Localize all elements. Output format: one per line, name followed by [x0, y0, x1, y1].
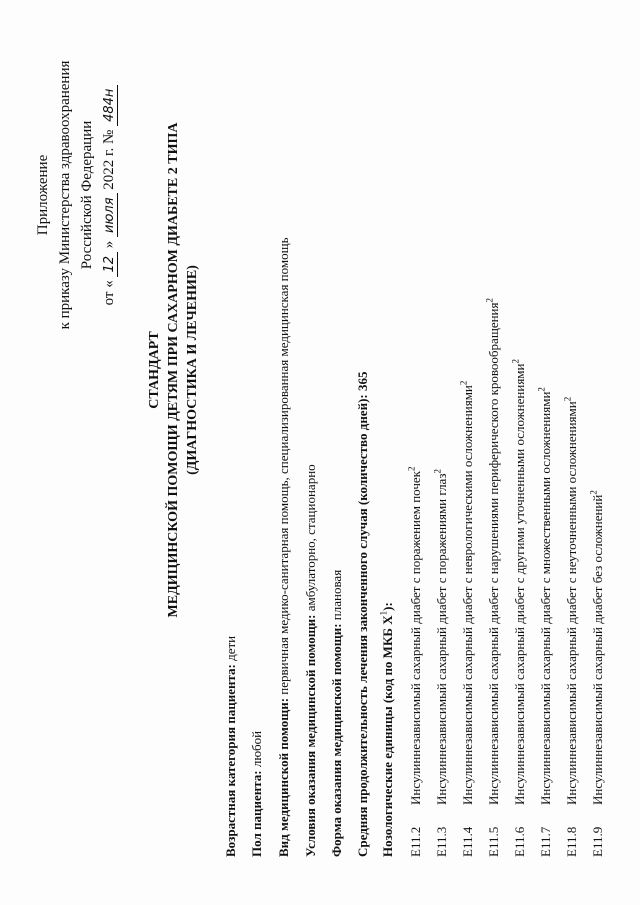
- footnote-mark: 2: [588, 490, 599, 495]
- description-text: Инсулиннезависимый сахарный диабет с неуточненными осложнениями: [564, 401, 579, 805]
- footnote-mark: 2: [484, 298, 495, 303]
- field-value: плановая: [329, 569, 344, 621]
- icd-description: [589, 490, 607, 805]
- icd-code: E11.9: [590, 826, 605, 857]
- description-text: Инсулиннезависимый сахарный диабет с другими уточненными осложнениями: [512, 363, 527, 805]
- icd-code: E11.3: [434, 826, 449, 857]
- icd-description: [511, 359, 529, 805]
- title-line-2: МЕДИЦИНСКОЙ ПОМОЩИ ДЕТЯМ ПРИ САХАРНОМ ДИАБЕТЕ 2 ТИПА: [166, 122, 181, 618]
- footnote-mark: 2: [406, 466, 417, 472]
- icd-description: [407, 467, 425, 805]
- field-care-form: [328, 570, 346, 857]
- title-line-3: (ДИАГНОСТИКА И ЛЕЧЕНИЕ): [185, 265, 200, 475]
- footnote-mark: 2: [562, 396, 573, 402]
- date-mid: »: [101, 240, 117, 249]
- footnote-mark: 2: [510, 359, 521, 364]
- description-text: Инсулиннезависимый сахарный диабет с поражением почек: [408, 471, 423, 805]
- appendix-block: [32, 45, 121, 345]
- icd-description: [485, 298, 503, 805]
- icd-code: E11.2: [408, 826, 423, 857]
- appendix-title: Приложение: [35, 154, 51, 236]
- icd-description: [433, 469, 451, 805]
- field-label: Условия оказания медицинской помощи:: [303, 614, 318, 857]
- footnote-mark: 2: [432, 469, 443, 474]
- appendix-order-line: к приказу Министерства здравоохранения: [57, 60, 73, 330]
- date-prefix: от «: [101, 280, 117, 306]
- icd-description: [563, 397, 581, 805]
- description-text: Инсулиннезависимый сахарный диабет с неврологическими осложнениями: [460, 385, 475, 805]
- field-treatment-duration: [354, 372, 372, 857]
- description-text: Инсулиннезависимый сахарный диабет с поражениями глаз: [434, 473, 449, 805]
- footnote-mark: 2: [458, 380, 469, 386]
- icd-code: E11.8: [564, 826, 579, 857]
- description-text: Инсулиннезависимый сахарный диабет без осложнений: [590, 494, 605, 805]
- description-text: Инсулиннезависимый сахарный диабет с нарушениями периферического кровообращения: [486, 302, 501, 805]
- field-value: первичная медико-санитарная помощь, специализированная медицинская помощь: [276, 237, 291, 695]
- number-label: №: [101, 129, 117, 144]
- field-label: Пол пациента:: [249, 770, 264, 857]
- description-text: Инсулиннезависимый сахарный диабет с множественными осложнениями: [538, 391, 553, 805]
- field-value: дети: [223, 635, 238, 661]
- date-year: 2022 г.: [101, 147, 117, 190]
- icd-code: E11.4: [460, 826, 475, 857]
- date-day: 12: [102, 252, 118, 277]
- icd-code: E11.6: [512, 826, 527, 857]
- nosology-heading-end: ):: [380, 602, 395, 611]
- field-value: 365: [355, 371, 370, 392]
- field-care-type: [275, 237, 293, 857]
- appendix-date-line: [98, 45, 121, 345]
- date-month: июля: [102, 193, 118, 237]
- order-number: 484н: [102, 85, 118, 126]
- footnote-mark: 2: [536, 387, 547, 392]
- appendix-country-line: Российской Федерации: [79, 120, 95, 270]
- field-label: Вид медицинской помощи:: [276, 697, 291, 857]
- field-label: Возрастная категория пациента:: [223, 664, 238, 857]
- field-value: любой: [249, 730, 264, 768]
- field-sex: [248, 731, 266, 857]
- icd-code: E11.7: [538, 826, 553, 857]
- nosology-heading-text: Нозологические единицы (код по МКБ X: [380, 615, 395, 857]
- field-label: Форма оказания медицинской помощи:: [329, 623, 344, 857]
- icd-description: [537, 387, 555, 805]
- nosology-heading: [379, 602, 397, 857]
- title-line-1: СТАНДАРТ: [147, 331, 162, 409]
- footnote-mark: 1: [378, 610, 389, 616]
- standard-title: [145, 105, 202, 635]
- field-label: Средняя продолжительность лечения законченного случая (количество дней):: [355, 394, 370, 857]
- field-age-category: [222, 636, 240, 857]
- icd-description: [459, 381, 477, 805]
- icd-code: E11.5: [486, 826, 501, 857]
- field-care-conditions: [302, 464, 320, 857]
- field-value: амбулаторно, стационарно: [303, 464, 318, 612]
